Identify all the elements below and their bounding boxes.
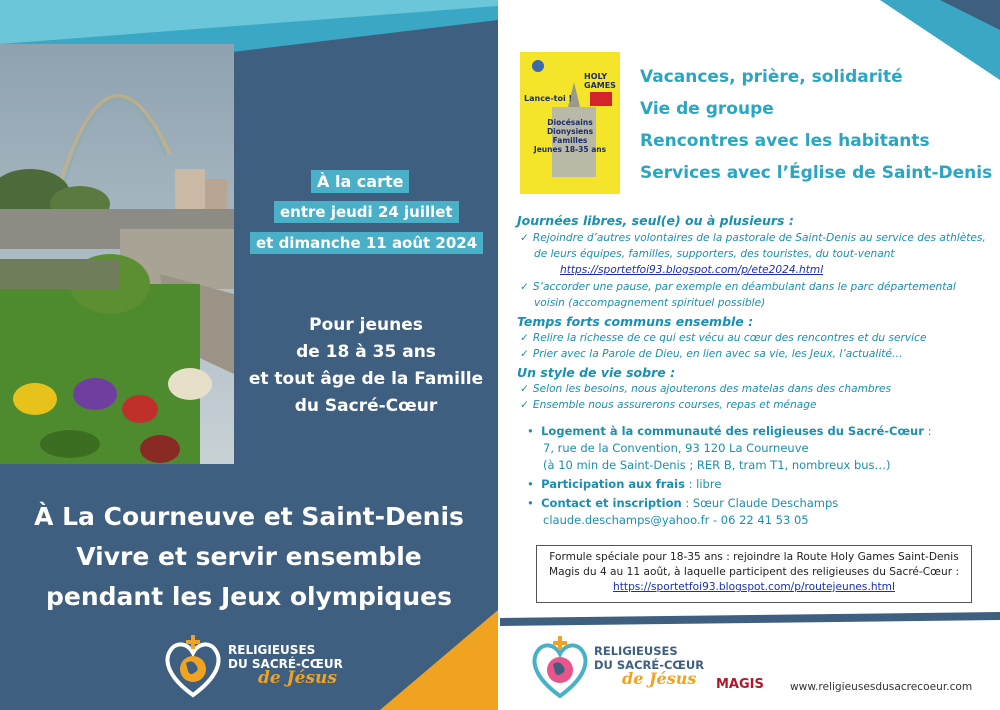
section2-item2: ✓ Prier avec la Parole de Dieu, en lien avec sa vie, les Jeux, l’actualité…: [520, 348, 903, 360]
tag-date-end: et dimanche 11 août 2024: [250, 232, 483, 254]
section3-title: Un style de vie sobre :: [517, 365, 676, 380]
heart-globe-icon: [162, 633, 224, 699]
garden-photo: [0, 44, 234, 464]
right-logo: [530, 634, 720, 704]
section3-item1: ✓ Selon les besoins, nous ajouterons des matelas dans des chambres: [520, 383, 892, 395]
check-icon: ✓: [520, 399, 529, 411]
section2-item1: ✓ Relire la richesse de ce qui est vécu au cœur des rencontres et du service: [520, 332, 927, 344]
check-icon: ✓: [520, 232, 529, 244]
logement-address: 7, rue de la Convention, 93 120 La Courneuve: [543, 441, 809, 455]
participation-item: • Participation aux frais : libre: [527, 477, 722, 491]
poster-lance: Lance-toi !: [524, 94, 573, 103]
section1-title: Journées libres, seul(e) ou à plusieurs :: [517, 213, 794, 228]
section1-item2: ✓ S’accorder une pause, par exemple en déambulant dans le parc départemental: [520, 281, 956, 293]
logement-item: • Logement à la communauté des religieuses du Sacré-Cœur :: [527, 424, 932, 438]
tag-date-start: entre jeudi 24 juillet: [274, 201, 459, 223]
formule-box: Formule spéciale pour 18-35 ans : rejoindre la Route Holy Games Saint-Denis Magis du 4 au 11 août, à laquelle participent des religieuses du Sacré-Cœur : https://sportetfoi93.blogspot.com/p/routejeunes.html: [536, 545, 972, 603]
section1-link[interactable]: https://sportetfoi93.blogspot.com/p/ete2024.html: [560, 264, 824, 276]
logo-line2: DU SACRÉ-CŒUR: [594, 658, 705, 672]
section3-item2: ✓ Ensemble nous assurerons courses, repas et ménage: [520, 399, 817, 411]
holy-games-poster: [520, 52, 620, 194]
section1-item1: ✓ Rejoindre d’autres volontaires de la pastorale de Saint-Denis au service des athlètes,: [520, 232, 986, 244]
check-icon: ✓: [520, 332, 529, 344]
logo-line3: de Jésus: [258, 668, 337, 688]
left-logo: [162, 633, 402, 703]
check-icon: ✓: [520, 348, 529, 360]
tag-a-la-carte: À la carte: [311, 170, 409, 193]
section2-title: Temps forts communs ensemble :: [517, 314, 754, 329]
check-icon: ✓: [520, 383, 529, 395]
audience-text: Pour jeunes de 18 à 35 ans et tout âge de la Famille du Sacré-Cœur: [248, 315, 484, 416]
contact-item: • Contact et inscription : Sœur Claude Deschamps: [527, 496, 839, 510]
logo-line1: RELIGIEUSES: [228, 643, 316, 657]
logo-line2: DU SACRÉ-CŒUR: [228, 657, 343, 671]
section1-item1-cont: de leurs équipes, familles, supporters, des touristes, du tout-venant: [534, 248, 895, 260]
section1-item2-cont: voisin (accompagnement spirituel possible): [534, 297, 766, 309]
website-link[interactable]: www.religieusesdusacrecoeur.com: [790, 681, 973, 693]
formule-link[interactable]: https://sportetfoi93.blogspot.com/p/routejeunes.html: [613, 581, 895, 593]
check-icon: ✓: [520, 281, 529, 293]
main-title: À La Courneuve et Saint-Denis Vivre et servir ensemble pendant les Jeux olympiques: [34, 502, 464, 611]
heading-rencontres: Rencontres avec les habitants: [640, 131, 930, 151]
heading-vie-groupe: Vie de groupe: [640, 99, 774, 119]
logo-line1: RELIGIEUSES: [594, 644, 678, 658]
poster-lines: Diocésains Dionysiens Familles Jeunes 18-35 ans: [533, 118, 607, 154]
logo-line3: de Jésus: [622, 669, 697, 688]
heading-vacances: Vacances, prière, solidarité: [640, 67, 903, 87]
poster-brand: HOLY GAMES: [584, 72, 616, 90]
heading-services: Services avec l’Église de Saint-Denis: [640, 163, 993, 183]
magis-logo: MAGIS: [716, 677, 764, 692]
logement-access: (à 10 min de Saint-Denis ; RER B, tram T1, nombreux bus…): [543, 458, 891, 472]
heart-globe-icon: [530, 634, 590, 700]
contact-details: claude.deschamps@yahoo.fr - 06 22 41 53 05: [543, 513, 809, 527]
